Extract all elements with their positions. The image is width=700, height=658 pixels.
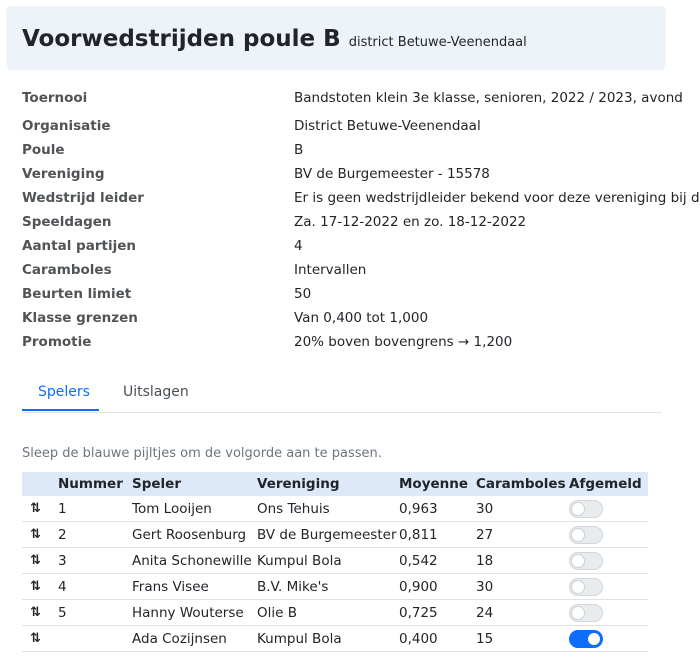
afgemeld-toggle[interactable] [569, 552, 603, 570]
info-row [22, 118, 662, 142]
table-header-row [22, 472, 648, 496]
cell-moyenne: 0,400 [399, 626, 476, 652]
info-label: Promotie [22, 334, 92, 350]
cell-vereniging: Olie B [257, 600, 399, 626]
afgemeld-toggle[interactable] [569, 630, 603, 648]
cell-nummer [58, 626, 132, 652]
cell-moyenne: 0,811 [399, 522, 476, 548]
cell-speler: Frans Visee [132, 574, 257, 600]
info-label: Wedstrijd leider [22, 190, 144, 206]
afgemeld-toggle[interactable] [569, 604, 603, 622]
drag-handle-icon[interactable]: ⇅ [22, 548, 58, 574]
page-title-wrap [22, 26, 527, 52]
info-row [22, 334, 662, 358]
drag-handle-icon[interactable]: ⇅ [22, 626, 58, 652]
info-value: 50 [294, 286, 312, 302]
info-row [22, 142, 662, 166]
info-value: Van 0,400 tot 1,000 [294, 310, 429, 326]
drag-handle-icon[interactable]: ⇅ [22, 522, 58, 548]
header-nummer[interactable]: Nummer [58, 472, 132, 496]
cell-speler: Hanny Wouterse [132, 600, 257, 626]
drag-handle-icon[interactable]: ⇅ [22, 574, 58, 600]
cell-moyenne: 0,725 [399, 600, 476, 626]
info-value: Za. 17-12-2022 en zo. 18-12-2022 [294, 214, 527, 230]
toggle-knob [572, 503, 584, 515]
toggle-knob [572, 581, 584, 593]
cell-nummer: 2 [58, 522, 132, 548]
info-row [22, 190, 700, 214]
info-row [22, 214, 662, 238]
page-header [6, 6, 666, 70]
cell-moyenne: 0,542 [399, 548, 476, 574]
players-table [22, 472, 648, 652]
cell-vereniging: Ons Tehuis [257, 496, 399, 522]
header-moyenne[interactable]: Moyenne [399, 472, 476, 496]
afgemeld-toggle[interactable] [569, 578, 603, 596]
cell-vereniging: B.V. Mike's [257, 574, 399, 600]
tournament-info [22, 90, 700, 358]
cell-vereniging: Kumpul Bola [257, 626, 399, 652]
cell-afgemeld [569, 626, 648, 652]
info-label: Klasse grenzen [22, 310, 138, 326]
toggle-knob [572, 555, 584, 567]
active-tab-indicator [22, 409, 99, 411]
cell-vereniging: Kumpul Bola [257, 548, 399, 574]
table-row [22, 496, 648, 522]
info-row [22, 238, 662, 262]
cell-speler: Tom Looijen [132, 496, 257, 522]
cell-nummer: 1 [58, 496, 132, 522]
header-vereniging[interactable]: Vereniging [257, 472, 399, 496]
info-label: Aantal partijen [22, 238, 136, 254]
table-row [22, 574, 648, 600]
info-value: 20% boven bovengrens → 1,200 [294, 334, 513, 350]
info-row [22, 310, 662, 334]
toggle-knob [588, 633, 600, 645]
info-label: Beurten limiet [22, 286, 132, 302]
table-row [22, 600, 648, 626]
header-speler[interactable]: Speler [132, 472, 257, 496]
tab-bar [22, 374, 662, 413]
tab-spelers[interactable]: Spelers [38, 384, 90, 400]
info-label: Organisatie [22, 118, 111, 134]
cell-caramboles: 24 [476, 600, 569, 626]
cell-speler: Gert Roosenburg [132, 522, 257, 548]
drag-handle-icon[interactable]: ⇅ [22, 496, 58, 522]
cell-afgemeld [569, 522, 648, 548]
cell-nummer: 5 [58, 600, 132, 626]
afgemeld-toggle[interactable] [569, 500, 603, 518]
info-label: Vereniging [22, 166, 105, 182]
page-title: Voorwedstrijden poule B [22, 26, 341, 52]
table-row [22, 522, 648, 548]
info-value: BV de Burgemeester - 15578 [294, 166, 490, 182]
page-subtitle: district Betuwe-Veenendaal [348, 35, 527, 50]
cell-speler: Anita Schonewille [132, 548, 257, 574]
info-row [22, 286, 662, 310]
cell-afgemeld [569, 496, 648, 522]
tab-uitslagen[interactable]: Uitslagen [123, 384, 189, 400]
header-afgemeld[interactable]: Afgemeld [569, 472, 648, 496]
afgemeld-toggle[interactable] [569, 526, 603, 544]
cell-afgemeld [569, 574, 648, 600]
info-value: Intervallen [294, 262, 367, 278]
cell-caramboles: 15 [476, 626, 569, 652]
info-row [22, 262, 662, 286]
drag-handle-icon[interactable]: ⇅ [22, 600, 58, 626]
header-drag [22, 472, 58, 496]
cell-caramboles: 30 [476, 574, 569, 600]
info-value: 4 [294, 238, 303, 254]
info-value: Bandstoten klein 3e klasse, senioren, 2022 / 2023, avond [294, 90, 683, 106]
cell-caramboles: 27 [476, 522, 569, 548]
info-label: Toernooi [22, 90, 88, 106]
cell-nummer: 3 [58, 548, 132, 574]
info-label: Caramboles [22, 262, 112, 278]
header-caramboles[interactable]: Caramboles [476, 472, 569, 496]
cell-nummer: 4 [58, 574, 132, 600]
cell-afgemeld [569, 600, 648, 626]
cell-caramboles: 30 [476, 496, 569, 522]
cell-vereniging: BV de Burgemeester [257, 522, 399, 548]
table-row [22, 548, 648, 574]
info-value: Er is geen wedstrijdleider bekend voor deze vereniging bij d [294, 190, 700, 206]
table-row [22, 626, 648, 652]
cell-moyenne: 0,900 [399, 574, 476, 600]
drag-hint: Sleep de blauwe pijltjes om de volgorde aan te passen. [22, 446, 382, 461]
cell-speler: Ada Cozijnsen [132, 626, 257, 652]
cell-afgemeld [569, 548, 648, 574]
cell-caramboles: 18 [476, 548, 569, 574]
info-label: Speeldagen [22, 214, 112, 230]
toggle-knob [572, 529, 584, 541]
info-label: Poule [22, 142, 65, 158]
info-value: District Betuwe-Veenendaal [294, 118, 481, 134]
info-row [22, 90, 683, 118]
info-row [22, 166, 662, 190]
cell-moyenne: 0,963 [399, 496, 476, 522]
toggle-knob [572, 607, 584, 619]
info-value: B [294, 142, 304, 158]
